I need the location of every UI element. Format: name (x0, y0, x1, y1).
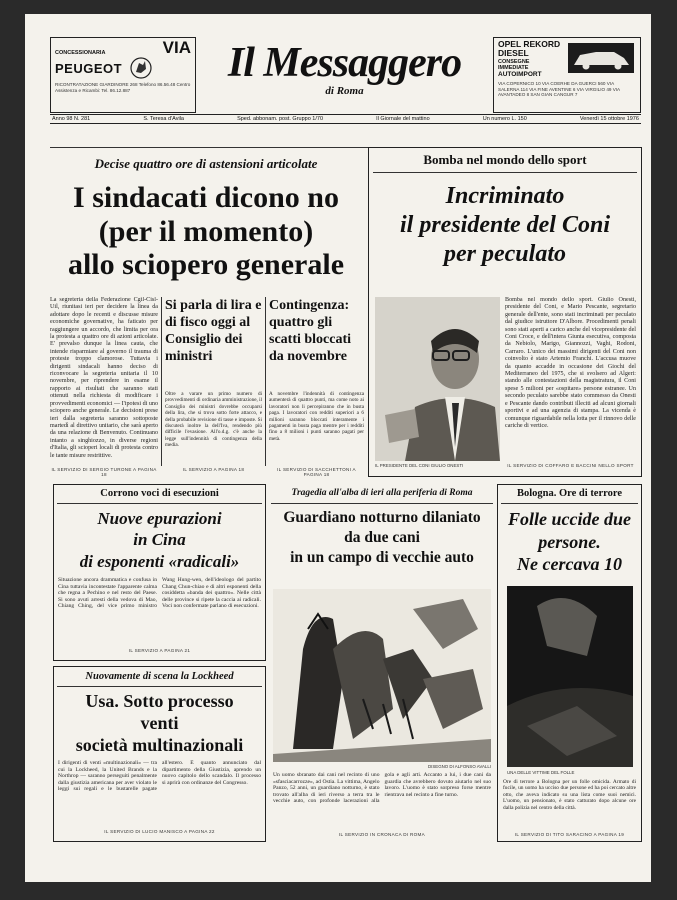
lockheed-kicker: Nuovamente di scena la Lockheed (85, 671, 234, 682)
contingenza-credit: IL SERVIZIO DI SACCHETTONI A PAGINA 18 (277, 467, 356, 477)
date: Venerdì 15 ottobre 1976 (579, 116, 639, 122)
headline-line-3: società multinazionali (75, 734, 244, 755)
headline-line-1: Usa. Sotto processo (85, 691, 234, 711)
guardiano-body: Un uomo sbranato dai cani nel recinto di uno «sfasciacarrozze», ad Ostia. La vittima, Angelo Panzo, 52 anni, un guardiano notturno, è stato trovato all'alba di ieri riverso a terra tra le vecchie auto, con profonde lacerazioni alla gola e agli arti. Accanto a lui, i due cani da guardia che avrebbero dovuto aiutarlo nel suo lavoro. L'uomo è stato sorpreso forse mentre rientrava nel recinto a fine turno. (273, 772, 491, 805)
ad-line2: IMMEDIATE (498, 65, 529, 71)
cina-headline (53, 508, 266, 572)
coni-body: Bomba nel mondo dello sport. Giulio Onesti, presidente del Coni, e Mario Pescante, segretario generale dell'ente, sono stati incriminati per peculato dal giudice istruttore D'Albore. Procedimenti penali sono stati aperti a carico anche del vicepresidente del Coni Croce, e dell'intera Giunta esecutiva, composta da Nebiolo, Marigo, Giannozzi, Vaghi, Rodoni, Carraro. L'unico dei massimi dirigenti del Coni non coinvolto è stato Artemio Franchi. L'accusa muove da quanto accadde in occasione dei Giochi del Mediterraneo del 1975, che si svolsero ad Algeri: stando alle contestazioni della magistratura, il Coni spese 5 milioni per «ospitare» persone estranee. Un secondo peculato sarebbe stato commesso da Onesti e Pescante dando contributi illeciti ad alcuni giornali sportivi e ad una agenzia di stampa. La vicenda è comunque riguardabile nella lotta per il rinnovo delle cariche di vertice. (505, 297, 636, 429)
peugeot-lion-logo (128, 57, 154, 79)
newspaper-title: Il Messaggero (227, 40, 462, 86)
ad-small-print: VIA COPERNICO 10 VIA COERHE DA GUERCI 560 VIA SALERNA 114 VIA FINE AVENTINE 6 VIA VIRGILIO 49 VIA AVANTADEO 8 SAN GIAN CANGUR 7 (498, 81, 620, 98)
bologna-photo (507, 586, 633, 767)
ad-line1: CONSEGNE (498, 59, 530, 65)
bologna-caption: UNA DELLE VITTIME DEL FOLLE (507, 770, 575, 775)
guardiano-illustration-credit: DISEGNO DI ALFONSO AVALLI (427, 764, 491, 769)
masthead (197, 40, 492, 97)
cina-body: Situazione ancora drammatica e confusa in Cina tuttavia incontestate l'apparente calma che regna a Pechino e nel resto del Paese. Si sono avuti arresti della vedova di Mao, Chiang Ching, del vice primo ministro Wang Hung-wen, dell'ideologo del partito Chang Chun-chiao e di altri esponenti della cosiddetta «banda dei quattro». Nelle città delle province si ripete la caccia ai radicali. Voci non confermate parlano di esecuzioni. (58, 577, 261, 610)
peugeot-ad (50, 37, 196, 113)
lockheed-body: I dirigenti di venti «multinazionali» — tra cui la Lockheed, la United Brands e la Northrop — saranno perseguiti penalmente dalla giustizia americana per aver violato le leggi sui regali e le bustarelle pagate all'estero. È quanto annunciato dal dipartimento della Giustizia, aprendo un nuovo capitolo dello scandalo. Il processo si aprirà con ordinanze del Congresso. (58, 760, 261, 793)
onesti-photo (375, 297, 500, 461)
lira-credit: IL SERVIZIO A PAGINA 18 (182, 467, 245, 472)
sindacati-credit: IL SERVIZIO DI SERGIO TURONE A PAGINA 18 (51, 467, 157, 477)
saint-of-day: S. Teresa d'Avila (143, 116, 184, 122)
ad-dealer-label: CONCESSIONARIA (55, 50, 106, 56)
bologna-body: Ore di terrore a Bologna per un folle omicida. Armato di fucile, un uomo ha ucciso due persone ed ha poi cercato altre otto, che aveva indicato su una lista come suoi nemici. L'uomo, un pensionato, è stato catturato dopo alcune ore dalla polizia nel centro della città. (503, 779, 636, 811)
sindacati-body: La segreteria della Federazione Cgil-Cisl-Uil, riunitasi ieri per decidere la linea da adottare dopo le recenti e discusse misure economiche governative, ha faticato per raggiungere un accordo, che limita per ora la protesta a quattro ore di azioni articolate. E' prevalso dunque la linea cauta, che intende risparmiare al governo il trauma di proteste troppo clamorose. Tuttavia i dirigenti sindacali hanno deciso di riconvocare la segreteria unitaria il 10 novembre, per riprendere in esame il rapporto ai risultati che saranno stati ottenuti nella richiesta di modificare i provvedimenti economici — I'ipotesi di uno sciopero anche generale. Le decisioni prese ieri dalla segreteria saranno sottoposte martedì al direttivo unitario, che sarà aperto da una relazione di Benvenuto. Continuano intanto a singhiozzo, in diverse regioni d'Italia, gli scioperi locali di protesta contro le tante misure restrittive. (50, 297, 158, 459)
postal-info: Sped. abbonam. post. Gruppo 1/70 (237, 116, 323, 122)
headline-line-3: per peculato (444, 240, 566, 267)
opel-ad (493, 37, 641, 113)
guardiano-headline (271, 508, 493, 568)
headline-line-2: in Cina (133, 530, 186, 550)
lockheed-headline (53, 691, 266, 757)
coni-headline (368, 182, 642, 268)
headline-line-1: Guardiano notturno dilaniato (283, 509, 481, 526)
onesti-caption: IL PRESIDENTE DEL CONI GIULIO ONESTI (375, 463, 464, 468)
sindacati-headline (50, 181, 362, 282)
coni-credit: IL SERVIZIO DI COFFARO E BACCINI NELLO SPORT (507, 463, 634, 468)
bologna-headline (497, 508, 642, 576)
headline-line-1: I sindacati dicono no (73, 181, 339, 214)
ad-small-print: RICONTRATAZIONE GIARDINORE 268 Telefono 86.56.48 Centro Assistenza e Ricambi: Tel. 86.12.887 (55, 82, 191, 93)
headline-line-2: (per il momento) (98, 214, 314, 248)
lockheed-credit: IL SERVIZIO DI LUCIO MANISCO A PAGINA 22 (104, 829, 215, 834)
guardiano-illustration (273, 589, 491, 762)
lira-headline: Si parla di lira e di fisco oggi al Consiglio dei ministri (165, 298, 262, 364)
ad-make: PEUGEOT (55, 60, 123, 76)
sindacati-kicker: Decise quattro ore di astensioni articolate (94, 156, 318, 171)
guardiano-kicker: Tragedia all'alba di ieri alla periferia di Roma (291, 488, 473, 498)
dateline-bar (50, 114, 641, 124)
coni-kicker: Bomba nel mondo dello sport (423, 152, 587, 167)
contingenza-headline: Contingenza: quattro gli scatti bloccati da novembre (269, 298, 352, 364)
headline-line-3: allo sciopero generale (67, 248, 345, 282)
cina-credit: IL SERVIZIO A PAGINA 21 (128, 648, 191, 653)
ad-brand: VIA (162, 38, 191, 57)
newspaper-page (25, 14, 651, 882)
headline-line-2: il presidente del Coni (400, 211, 610, 238)
headline-line-2: venti (140, 712, 179, 733)
headline-line-1: Folle uccide due (508, 509, 631, 529)
issue-number: Anno 98 N. 281 (52, 116, 91, 122)
bologna-credit: IL SERVIZIO DI TITO SARACINO A PAGINA 19 (514, 832, 625, 837)
lira-body: Oltre a varare un primo numero di provvedimenti di ordinaria amministrazione, il Consiglio dei ministri dovrebbe occuparsi della lira, che si trova sotto forte attacco, e della probabile revisione di tasse e imposte. Si discuterà inoltre la dell'Iva, rendendo più difficile l'evasione. All'o.d.g. c'è anche la legge sull'indennità di contingenza della media. (165, 391, 262, 449)
car-illustration (566, 41, 636, 75)
ad-dealer: AUTOIMPORT (498, 71, 542, 78)
newspaper-subtitle: di Roma (325, 85, 364, 97)
newspaper-tag: Il Giornale del mattino (376, 116, 430, 122)
contingenza-body: A novembre l'indennità di contingenza aumenterà di quattro punti, ma come noto ai lavoratori non li percepiranno che in busta paga. I lavoratori con redditi superiori a 6 milioni saranno bloccati interamente i pagamenti in busta paga mentre per i redditi fino a 8 milioni i punti saranno pagati per metà. (269, 391, 364, 442)
cina-kicker: Corrono voci di esecuzioni (100, 488, 219, 499)
headline-line-2: da due cani (344, 529, 420, 547)
editorial-info-strip (50, 126, 641, 148)
bologna-kicker: Bologna. Ore di terrore (517, 488, 622, 499)
headline-line-3: di esponenti «radicali» (79, 551, 240, 571)
headline-line-1: Incriminato (445, 183, 565, 209)
guardiano-credit: IL SERVIZIO IN CRONACA DI ROMA (338, 832, 426, 837)
price: Un numero L. 150 (482, 116, 527, 122)
headline-line-2: persone. (538, 531, 601, 552)
headline-line-3: Ne cercava 10 (517, 554, 622, 574)
headline-line-1: Nuove epurazioni (97, 509, 222, 528)
ad-model: OPEL REKORD DIESEL (498, 39, 561, 58)
headline-line-3: in un campo di vecchie auto (290, 549, 474, 567)
